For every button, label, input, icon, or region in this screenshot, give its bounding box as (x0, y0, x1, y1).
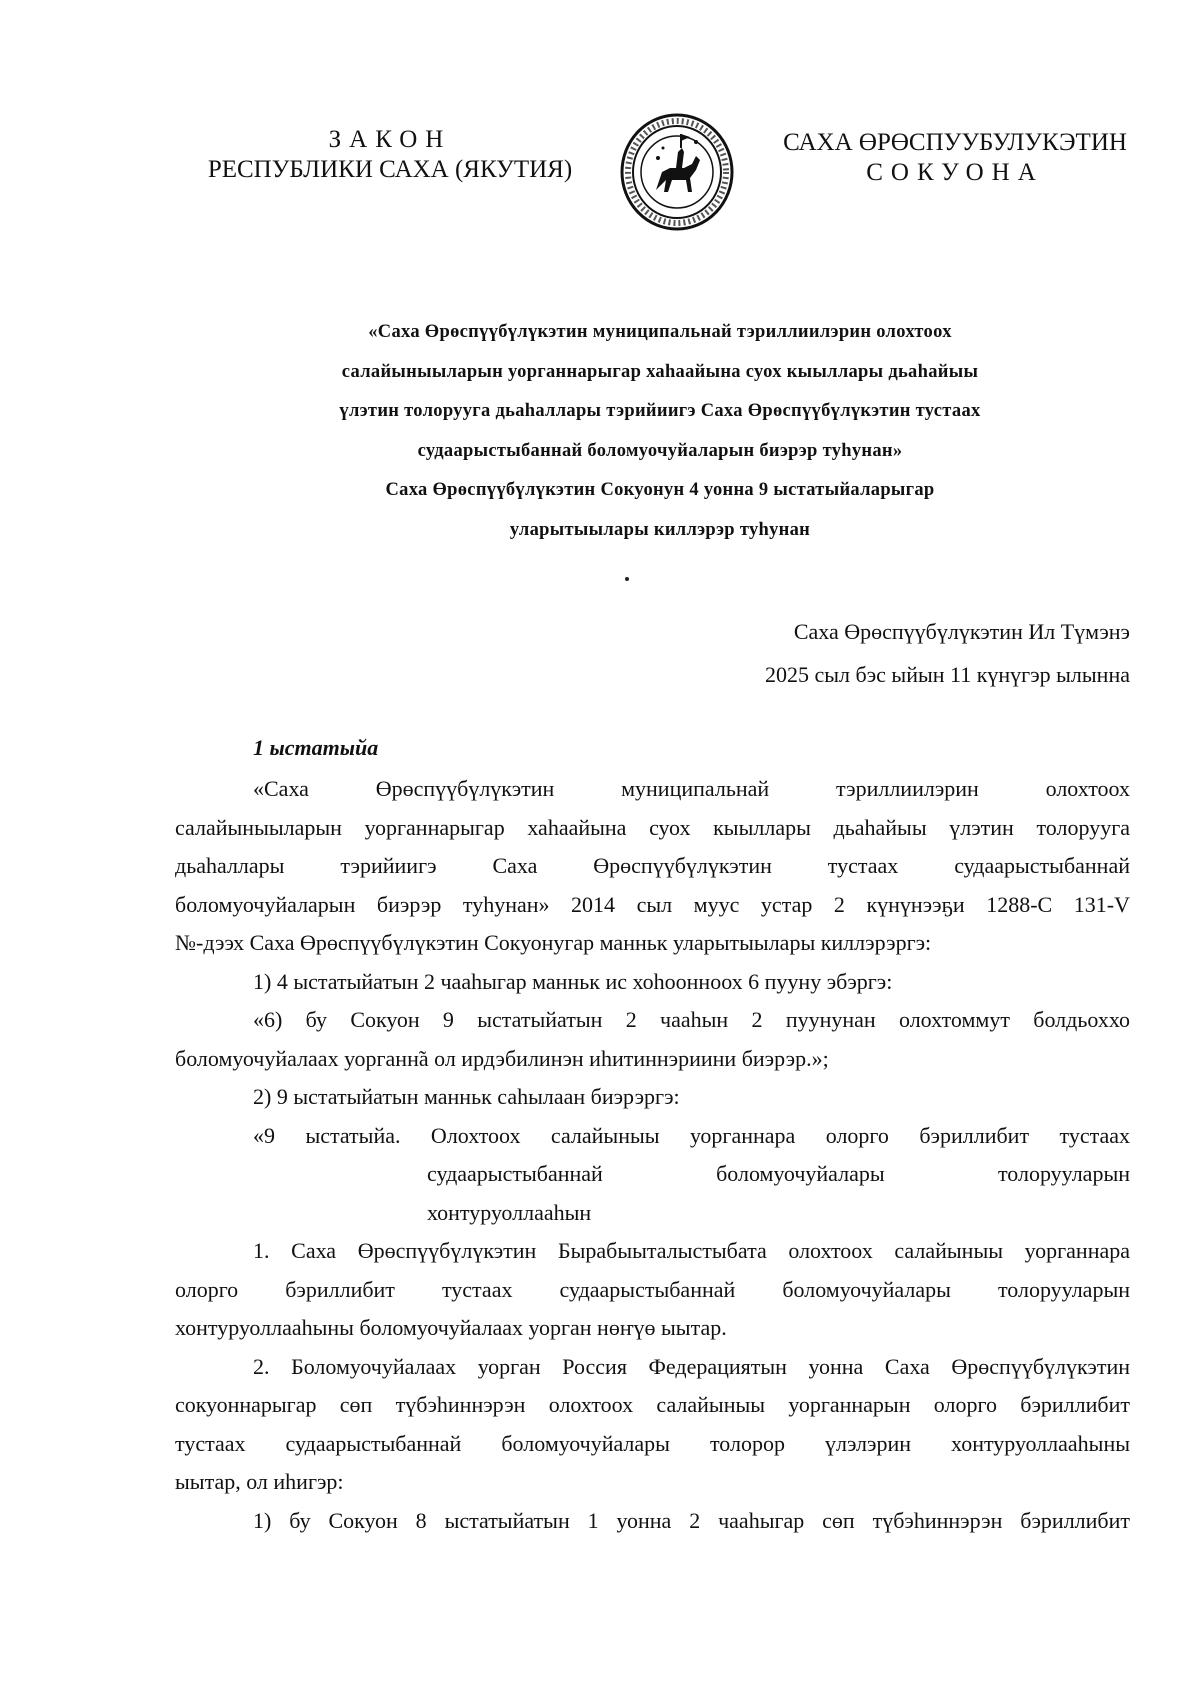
body-line: 2) 9 ыстатыйатын манньк саһылаан биэрэргэ: (253, 1084, 680, 1109)
body-line: «9 ыстатыйа. Олохтоох салайыныы уорганнара олорго бэриллибит тустаах (253, 1122, 1130, 1148)
republic-name-sah: САХА ӨРӨСПУУБУЛУКЭТИН (783, 129, 1127, 156)
title-line: «Саха Өрөспүүбүлүкэтин муниципальнай тэриллиилэрин олохтоох (368, 322, 952, 342)
adoption-info (765, 610, 1130, 696)
body-line: ыытар, ол иһигэр: (175, 1469, 344, 1494)
body-line: боломуочуйалаах уорганн̃а ол ирдэбилинэн иһитиннэриини биэрэр.»; (175, 1045, 829, 1071)
title-line: салайыныыларын уорганнарыгар хаһаайына суох кыыллары дьаһайыы (341, 361, 979, 382)
body-line: тустаах судаарыстыбаннай боломуочуйалары толорор үлэлэрин хонтуруоллааһыны (175, 1430, 1130, 1456)
body-line: «Саха Өрөспүүбүлүкэтин муниципальнай тэриллиилэрин олохтоох (253, 776, 1130, 801)
law-label: ЗАКОН (328, 126, 452, 153)
body-line: хонтуруоллааһын (427, 1199, 592, 1225)
body-line: №-дээх Саха Өрөспүүбүлүкэтин Сокуонугар манньк уларытыылары киллэрэргэ: (175, 930, 932, 955)
body-line: 1) бу Сокуон 8 ыстатыйатын 1 уонна 2 чааһыгар сөп түбэһиннэрэн бэриллибит (253, 1507, 1130, 1533)
body-line: олорго бэриллибит тустаах судаарыстыбаннай боломуочуйалары толорууларын (175, 1276, 1130, 1302)
law-label-sah: СОКУОНА (866, 159, 1044, 186)
body-line: боломуочуйаларын биэрэр туһунан» 2014 сыл муус устар 2 күнүнээҕи 1288-С 131-V (175, 891, 1130, 917)
body-line: хонтуруоллааһыны боломуочуйалаах уорган нөҥүө ыытар. (175, 1315, 727, 1340)
title-line: үлэтин толоруугa дьаһаллары тэрийиигэ Саха Өрөспүүбүлүкэтин тустаах (339, 401, 981, 421)
body-line: салайыныыларын уорганнарыгар хаһаайына суох кыыллары дьаһайыы үлэтин толоруугa (175, 814, 1130, 840)
body-line: сокуоннарыгар сөп түбэһиннэрэн олохтоох салайыныы уорганнарын олорго бэриллибит (175, 1392, 1130, 1417)
body-line: 1) 4 ыстатыйатын 2 чааһыгар манньк ис хоһоонноох 6 пууну эбэргэ: (253, 968, 893, 994)
adoption-date: 2025 сыл бэс ыйын 11 күнүгэр ылынна (765, 662, 1130, 687)
body-line: «6) бу Сокуон 9 ыстатыйатын 2 чааһын 2 пуунунан олохтоммут болдьоххо (253, 1007, 1130, 1032)
title-line: Саха Өрөспүүбүлүкэтин Сокуонун 4 уонна 9 ыстатыйаларыгар (385, 480, 935, 500)
title-line: судаарыстыбаннай боломуочуйаларын биэрэр туһунан» (417, 440, 903, 461)
republic-emblem-icon (618, 112, 736, 232)
article-body (175, 770, 1130, 1540)
header-left (200, 125, 580, 185)
body-line: 2. Боломуочуйалаах уорган Россия Федерациятын уонна Саха Өрөспүүбүлүкэтин (253, 1353, 1130, 1379)
body-line: дьаһаллары тэрийиигэ Саха Өрөспүүбүлүкэтин тустаах судаарыстыбаннай (175, 853, 1130, 878)
article-heading: 1 ыстатыйа (253, 735, 379, 760)
adopting-body: Саха Өрөспүүбүлүкэтин Ил Түмэнэ (793, 619, 1130, 644)
stray-dot (625, 577, 629, 581)
body-line: судаарыстыбаннай боломуочуйалары толорууларын (427, 1161, 1130, 1186)
body-line: 1. Саха Өрөспүүбүлүкэтин Бырабыыталыстыбата олохтоох салайыныы уорганнара (253, 1238, 1130, 1263)
title-line: уларытыылары киллэрэр туһунан (509, 519, 811, 540)
header-right (775, 128, 1135, 188)
law-title (175, 313, 1145, 550)
republic-name-ru: РЕСПУБЛИКИ САХА (ЯКУТИЯ) (207, 156, 573, 183)
